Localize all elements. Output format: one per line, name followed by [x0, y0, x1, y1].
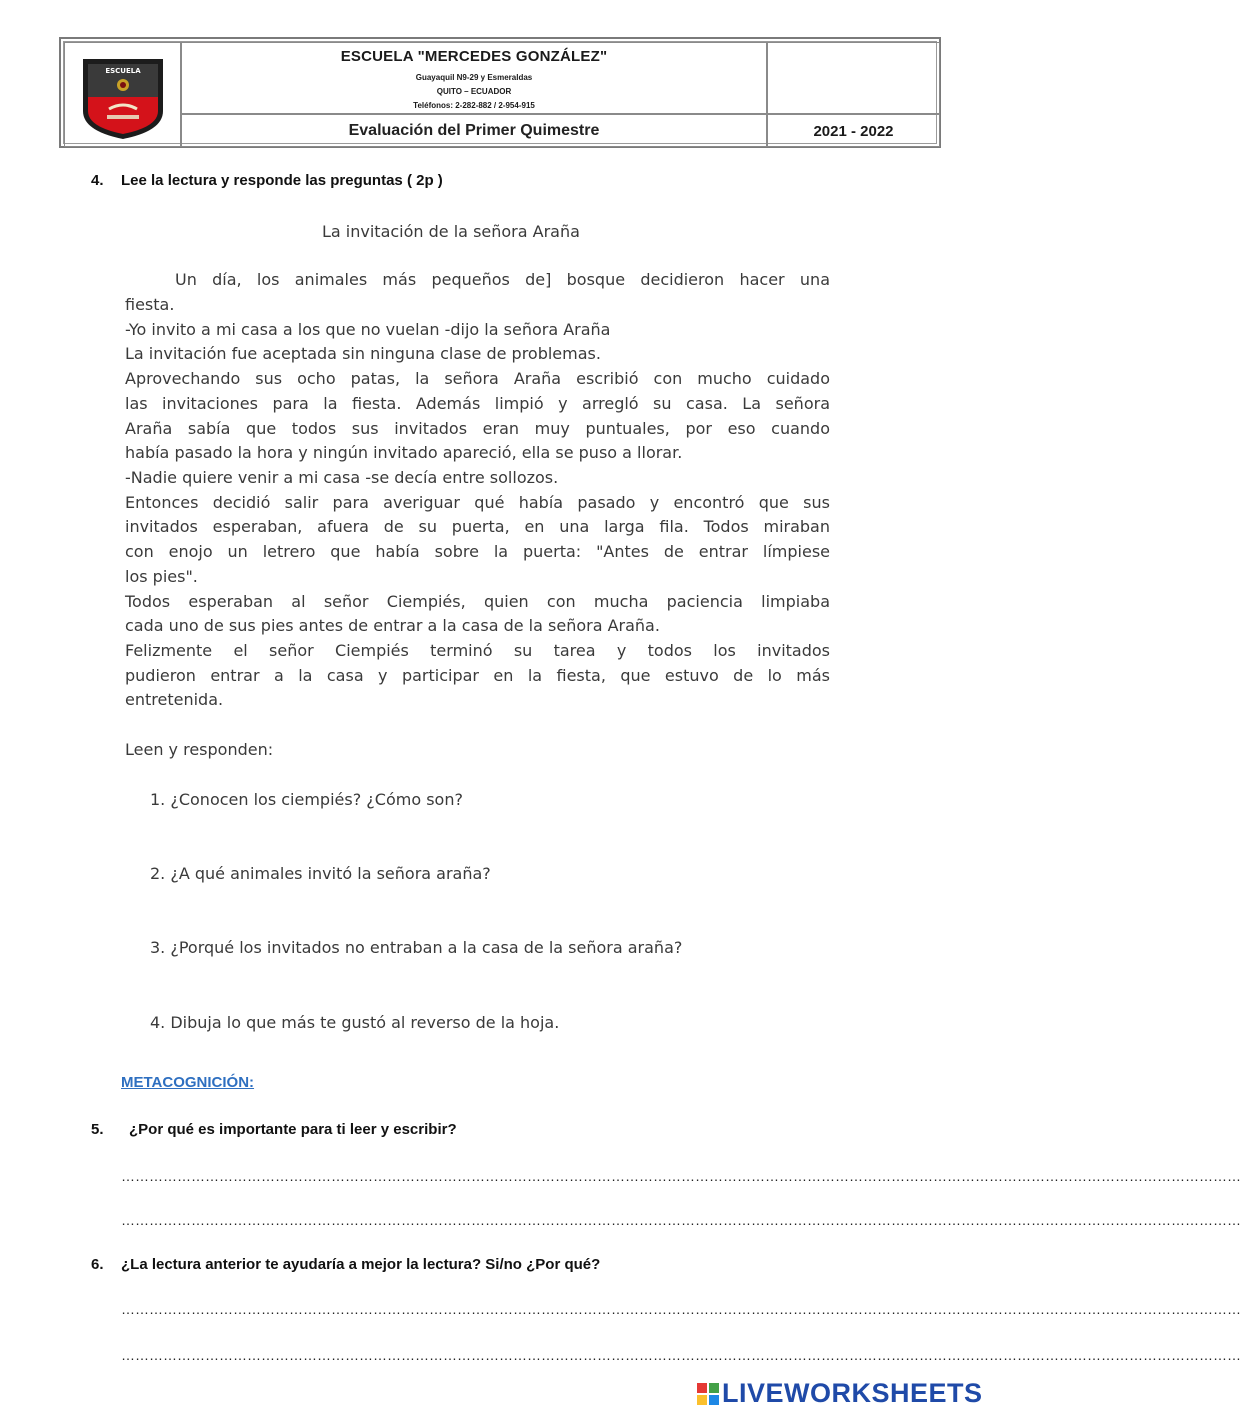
- question-5-text: ¿Por qué es importante para ti leer y escribir?: [129, 1121, 457, 1138]
- reading-question-3: 3. ¿Porqué los invitados no entraban a la casa de la señora araña?: [150, 938, 683, 957]
- blank-cell: [767, 42, 940, 114]
- reading-line: invitados esperaban, afuera de su puerta, en una larga fila. Todos miraban: [125, 517, 830, 536]
- question-6-number: 6.: [91, 1256, 104, 1273]
- reading-question-4: 4. Dibuja lo que más te gustó al reverso de la hoja.: [150, 1013, 560, 1032]
- reading-line: Aprovechando sus ocho patas, la señora Araña escribió con mucho cuidado: [125, 369, 830, 388]
- reading-line: los pies".: [125, 567, 198, 586]
- reading-line: había pasado la hora y ningún invitado apareció, ella se puso a llorar.: [125, 443, 683, 462]
- answer-line[interactable]: ……………………………………………………………………………………………………………………………………………………………………………………………………………………: [121, 1347, 1241, 1363]
- school-city: QUITO – ECUADOR: [436, 87, 512, 96]
- reading-line: Araña sabía que todos sus invitados eran muy puntuales, por eso cuando: [125, 419, 830, 438]
- reading-line: fiesta.: [125, 295, 175, 314]
- school-name: ESCUELA "MERCEDES GONZÁLEZ": [340, 48, 608, 65]
- reading-prompt: Leen y responden:: [125, 740, 274, 759]
- reading-line: Todos esperaban al señor Ciempiés, quien con mucha paciencia limpiaba: [125, 592, 830, 611]
- brand-name: LIVEWORKSHEETS: [722, 1378, 983, 1408]
- reading-question-2: 2. ¿A qué animales invitó la señora araña?: [150, 864, 491, 883]
- school-info-cell: [181, 42, 767, 114]
- question-4-number: 4.: [91, 172, 104, 189]
- school-address: Guayaquil N9-29 y Esmeraldas: [415, 73, 533, 82]
- metacognition-heading: METACOGNICIÓN:: [121, 1074, 255, 1091]
- answer-line[interactable]: ……………………………………………………………………………………………………………………………………………………………………………………………………………………: [121, 1212, 1241, 1228]
- reading-line: cada uno de sus pies antes de entrar a la casa de la señora Araña.: [125, 616, 660, 635]
- reading-question-1: 1. ¿Conocen los ciempiés? ¿Cómo son?: [150, 790, 463, 809]
- reading-line: -Yo invito a mi casa a los que no vuelan -dijo la señora Araña: [125, 320, 611, 339]
- svg-text:ESCUELA: ESCUELA: [105, 67, 141, 75]
- school-shield-logo: [77, 51, 169, 141]
- question-4-text: Lee la lectura y responde las preguntas ( 2p ): [121, 172, 443, 189]
- reading-line: entretenida.: [125, 690, 224, 709]
- reading-line: La invitación fue aceptada sin ninguna clase de problemas.: [125, 344, 601, 363]
- school-year: 2021 - 2022: [813, 123, 894, 140]
- evaluation-title: Evaluación del Primer Quimestre: [348, 122, 600, 139]
- question-6-text: ¿La lectura anterior te ayudaría a mejor la lectura? Si/no ¿Por qué?: [121, 1256, 601, 1273]
- reading-title: La invitación de la señora Araña: [322, 222, 580, 241]
- reading-line: Entonces decidió salir para averiguar qué había pasado y encontró que sus: [125, 493, 830, 512]
- reading-line: con enojo un letrero que había sobre la puerta: "Antes de entrar límpiese: [125, 542, 830, 561]
- reading-line: las invitaciones para la fiesta. Además limpió y arregló su casa. La señora: [125, 394, 830, 413]
- question-5-number: 5.: [91, 1121, 104, 1138]
- reading-line: -Nadie quiere venir a mi casa -se decía entre sollozos.: [125, 468, 559, 487]
- header-table: [59, 37, 941, 148]
- reading-line: Felizmente el señor Ciempiés terminó su tarea y todos los invitados: [125, 641, 830, 660]
- header-inner: [63, 41, 937, 144]
- brand-logo-icon: [697, 1383, 719, 1405]
- year-cell: [767, 114, 940, 147]
- logo-cell: [64, 42, 181, 147]
- reading-line: pudieron entrar a la casa y participar en la fiesta, que estuvo de lo más: [125, 666, 830, 685]
- answer-line[interactable]: ……………………………………………………………………………………………………………………………………………………………………………………………………………………: [121, 1168, 1241, 1184]
- evaluation-cell: [181, 114, 767, 147]
- reading-line: Un día, los animales más pequeños de] bosque decidieron hacer una: [175, 270, 830, 289]
- school-phones: Teléfonos: 2-282-882 / 2-954-915: [413, 101, 535, 110]
- answer-line[interactable]: ……………………………………………………………………………………………………………………………………………………………………………………………………………………: [121, 1301, 1241, 1317]
